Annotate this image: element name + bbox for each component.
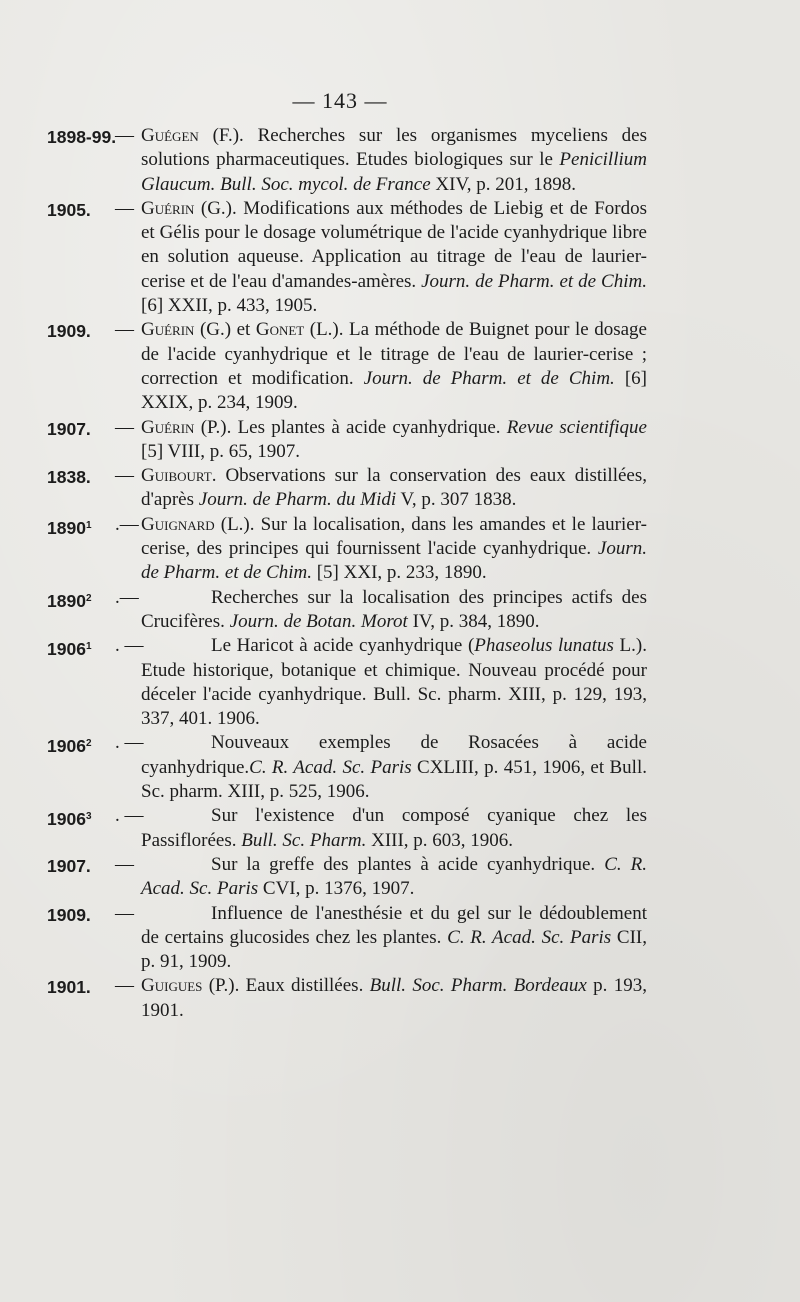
entry-reference: XIII, p. 603, 1906. (366, 829, 514, 851)
entry-reference: p. 193, 1901. (141, 975, 647, 1021)
bibliography-entry (47, 853, 647, 902)
entry-source: Bull. Sc. Pharm. (241, 829, 367, 851)
entry-text (141, 974, 647, 1023)
entry-title: Le Haricot à acide cyanhydrique ( (211, 635, 475, 657)
entry-year: 1901. (47, 977, 91, 998)
bibliography-entry (47, 197, 647, 318)
entry-text (141, 804, 647, 853)
entry-text (141, 197, 647, 318)
entry-year: 1906$^2$ (47, 736, 92, 757)
entry-source: Phaseolus lunatus (474, 635, 614, 657)
entry-dash: — (115, 416, 134, 438)
bibliography-entry (47, 974, 647, 1023)
entry-text (141, 853, 647, 902)
entry-text (141, 318, 647, 415)
entry-year-superscript: 3 (85, 811, 92, 823)
entry-text (141, 586, 647, 635)
entry-source: Journ. de Pharm. du Midi (198, 489, 397, 511)
entry-source: C. R. Acad. Sc. Paris (447, 926, 612, 948)
entry-author: Guérin (141, 197, 195, 219)
bibliography-entry (47, 464, 647, 513)
entry-reference: [6] XXIX, p. 234, 1909. (141, 367, 647, 414)
entry-year: 1890$^2$ (47, 590, 92, 611)
entry-year: 1838. (47, 467, 91, 488)
entry-dash: . — (115, 805, 144, 827)
bibliography-list (47, 124, 647, 1023)
entry-title: Sur l'existence d'un composé cyanique chez les Passiflorées. (141, 805, 647, 851)
entry-title: Eaux distillées. (245, 975, 370, 997)
entry-source: Journ. de Pharm. et de Chim. (363, 367, 615, 389)
entry-dash: . — (115, 732, 144, 754)
entry-year: 1898-99. (47, 127, 117, 147)
bibliography-entry (47, 586, 647, 635)
entry-reference: [5] XXI, p. 233, 1890. (311, 562, 487, 584)
entry-year: 1907. (47, 418, 91, 439)
entry-text (141, 634, 647, 731)
entry-title: Influence de l'anesthésie et du gel sur le dédoublement de certains glucosides chez les plantes. (141, 902, 647, 948)
entry-source: Bull. Soc. Pharm. Bordeaux (369, 975, 587, 997)
entry-year-superscript: 2 (85, 738, 92, 750)
entry-author-initial: (P.). (194, 416, 238, 438)
entry-text (141, 902, 647, 975)
entry-dash: — (115, 975, 134, 997)
entry-text (141, 513, 647, 586)
bibliography-entry (47, 318, 647, 415)
entry-source: Penicillium Glaucum. Bull. Soc. mycol. de France (141, 149, 647, 195)
entry-author: Guibourt (141, 465, 212, 487)
entry-author-initial: (L.). (214, 513, 261, 535)
entry-title: Les plantes à acide cyanhydrique. (237, 416, 507, 438)
entry-year: 1907. (47, 855, 91, 876)
bibliography-entry (47, 804, 647, 853)
entry-reference: L.). Etude historique, botanique et chimique. Nouveau procédé pour déceler l'acide cyanhydrique. Bull. Sc. pharm. XIII, p. 129, 193, 337, 401. 1906. (141, 635, 647, 730)
entry-year: 1906$^1$ (47, 639, 92, 660)
entry-author-initial: (F.). (198, 125, 258, 146)
entry-coauthor-initial: (L.). (304, 319, 350, 341)
entry-dash: .— (115, 513, 139, 535)
entry-source: C. R. Acad. Sc. Paris (141, 853, 647, 900)
entry-title: Sur la localisation, dans les amandes et le laurier-cerise, des principes qui fournissent l'acide cyanhydrique. (141, 513, 647, 560)
bibliography-entry (47, 416, 647, 465)
entry-author: Guégen (141, 125, 199, 146)
entry-year-superscript: 2 (85, 592, 92, 604)
entry-reference: CVI, p. 1376, 1907. (258, 878, 415, 900)
entry-title: Recherches sur la localisation des principes actifs des Crucifères. (141, 586, 647, 632)
entry-source: Journ. de Botan. Morot (229, 610, 408, 632)
entry-title: Recherches sur les organismes myceliens des solutions pharmaceutiques. Etudes biologiques sur le (141, 125, 647, 171)
entry-year: 1909. (47, 904, 91, 925)
bibliography-entry (47, 513, 647, 586)
entry-year: 1890$^1$ (47, 517, 92, 538)
entry-dash: .— (115, 586, 139, 608)
entry-year: 1909. (47, 321, 91, 342)
entry-dash: — (115, 319, 134, 341)
entry-source: Revue scientifique (506, 416, 647, 438)
bibliography-entry (47, 902, 647, 975)
bibliography-entry (47, 634, 647, 731)
entry-title: Modifications aux méthodes de Liebig et de Fordos et Gélis pour le dosage volumétrique de l'acide cyanhydrique libre en solution aqueuse. Application au titrage de l'eau de laurier-cerise et de l'eau d'amandes-amères. (141, 197, 647, 292)
bibliography-entry (47, 124, 647, 197)
entry-coauthor: Gonet (255, 319, 305, 341)
entry-title: Nouveaux exemples de Rosacées à acide cyanhydrique. (141, 732, 647, 778)
entry-dash: . — (115, 635, 144, 657)
page-number: — 143 — (292, 88, 388, 113)
entry-year-superscript: 1 (85, 519, 92, 531)
entry-year-superscript: 1 (85, 641, 92, 653)
entry-text (141, 464, 647, 513)
entry-reference: [6] XXII, p. 433, 1905. (141, 295, 318, 317)
entry-author: Guigues (141, 975, 203, 997)
entry-title: Observations sur la conservation des eaux distillées, d'après (141, 465, 647, 511)
entry-reference: CII, p. 91, 1909. (141, 926, 648, 973)
entry-author: Guérin (141, 319, 195, 341)
entry-author-initial: (P.). (202, 975, 246, 997)
entry-author: Guignard (141, 513, 215, 535)
entry-source: C. R. Acad. Sc. Paris (249, 756, 412, 778)
bibliography-entry (47, 731, 647, 804)
entry-dash: — (115, 853, 134, 875)
entry-dash: — (115, 902, 134, 924)
entry-dash: — (115, 197, 134, 219)
entry-text (141, 124, 647, 197)
entry-title: La méthode de Buignet pour le dosage de l'acide cyanhydrique et le titrage de l'eau de laurier-cerise ; correction et modification. (141, 319, 647, 389)
entry-dash: — (115, 125, 134, 146)
entry-text (141, 731, 647, 804)
entry-text (141, 416, 647, 465)
entry-author-initial: . (211, 465, 226, 487)
entry-author-initial: (G.) et (194, 319, 256, 341)
entry-author-initial: (G.). (194, 197, 244, 219)
entry-title: Sur la greffe des plantes à acide cyanhydrique. (211, 853, 605, 875)
entry-source: Journ. de Pharm. et de Chim. (141, 538, 647, 584)
entry-reference: IV, p. 384, 1890. (407, 610, 540, 632)
entry-author: Guérin (141, 416, 195, 438)
entry-source: Journ. de Pharm. et de Chim. (421, 270, 647, 292)
entry-reference: V, p. 307 1838. (396, 489, 517, 511)
entry-dash: — (115, 465, 134, 487)
entry-reference: CXLIII, p. 451, 1906, et Bull. Sc. pharm. XIII, p. 525, 1906. (141, 756, 647, 803)
entry-reference: XIV, p. 201, 1898. (430, 173, 576, 195)
entry-reference: [5] VIII, p. 65, 1907. (141, 440, 301, 462)
entry-year: 1905. (47, 199, 91, 220)
entry-year: 1906$^3$ (47, 809, 92, 830)
